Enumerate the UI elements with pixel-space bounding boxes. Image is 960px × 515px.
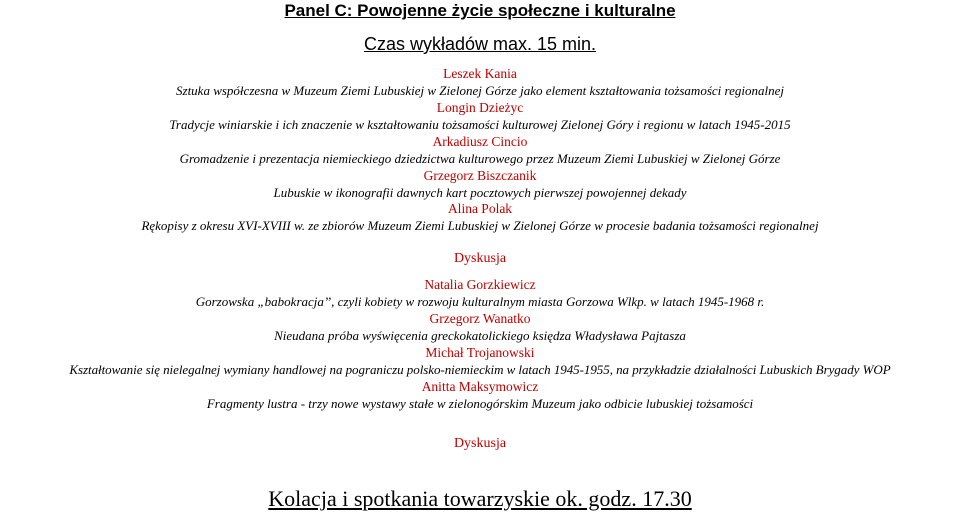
talk-title: Kształtowanie się nielegalnej wymiany handlowej na pograniczu polsko-niemieckim w latach 1945-1955, na przykładzie działalności Lubuskich Brygady WOP: [69, 362, 891, 377]
speaker-name: Natalia Gorzkiewicz: [424, 277, 536, 292]
speaker-name: Grzegorz Wanatko: [429, 311, 531, 326]
dinner-announcement: Kolacja i spotkania towarzyskie ok. godz. 17.30: [268, 486, 692, 511]
time-limit: Czas wykładów max. 15 min.: [363, 34, 597, 54]
speaker-name: Anitta Maksymowicz: [421, 379, 539, 394]
talk-title: Gorzowska „babokracja’’, czyli kobiety w rozwoju kulturalnym miasta Gorzowa Wlkp. w latach 1945-1968 r.: [195, 294, 765, 309]
talk-title: Gromadzenie i prezentacja niemieckiego dziedzictwa kulturowego przez Muzeum Ziemi Lubuskiej w Zielonej Górze: [179, 151, 781, 166]
talk-title: Tradycje winiarskie i ich znaczenie w kształtowaniu tożsamości kulturowej Zielonej Góry i regionu w latach 1945-2015: [169, 117, 791, 132]
talk-title: Nieudana próba wyświęcenia greckokatolickiego księdza Władysława Pajtasza: [274, 328, 686, 343]
talk-title: Fragmenty lustra - trzy nowe wystawy stałe w zielonogórskim Muzeum jako odbicie lubuskiej tożsamości: [206, 396, 754, 411]
speaker-name: Arkadiusz Cincio: [432, 134, 528, 149]
speaker-name: Grzegorz Biszczanik: [423, 168, 537, 183]
discussion-label: Dyskusja: [453, 436, 507, 451]
speaker-name: Longin Dzieżyc: [436, 100, 524, 115]
panel-title: Panel C: Powojenne życie społeczne i kulturalne: [284, 1, 676, 20]
talk-title: Rękopisy z okresu XVI-XVIII w. ze zbiorów Muzeum Ziemi Lubuskiej w Zielonej Górze w procesie badania tożsamości regionalnej: [141, 218, 819, 233]
talk-title: Lubuskie w ikonografii dawnych kart pocztowych pierwszej powojennej dekady: [273, 185, 687, 200]
speaker-name: Alina Polak: [447, 201, 513, 216]
discussion-label: Dyskusja: [453, 251, 507, 266]
talk-title: Sztuka współczesna w Muzeum Ziemi Lubuskiej w Zielonej Górze jako element kształtowania tożsamości regionalnej: [176, 83, 784, 98]
speaker-name: Leszek Kania: [443, 66, 517, 81]
speaker-name: Michał Trojanowski: [425, 345, 535, 360]
